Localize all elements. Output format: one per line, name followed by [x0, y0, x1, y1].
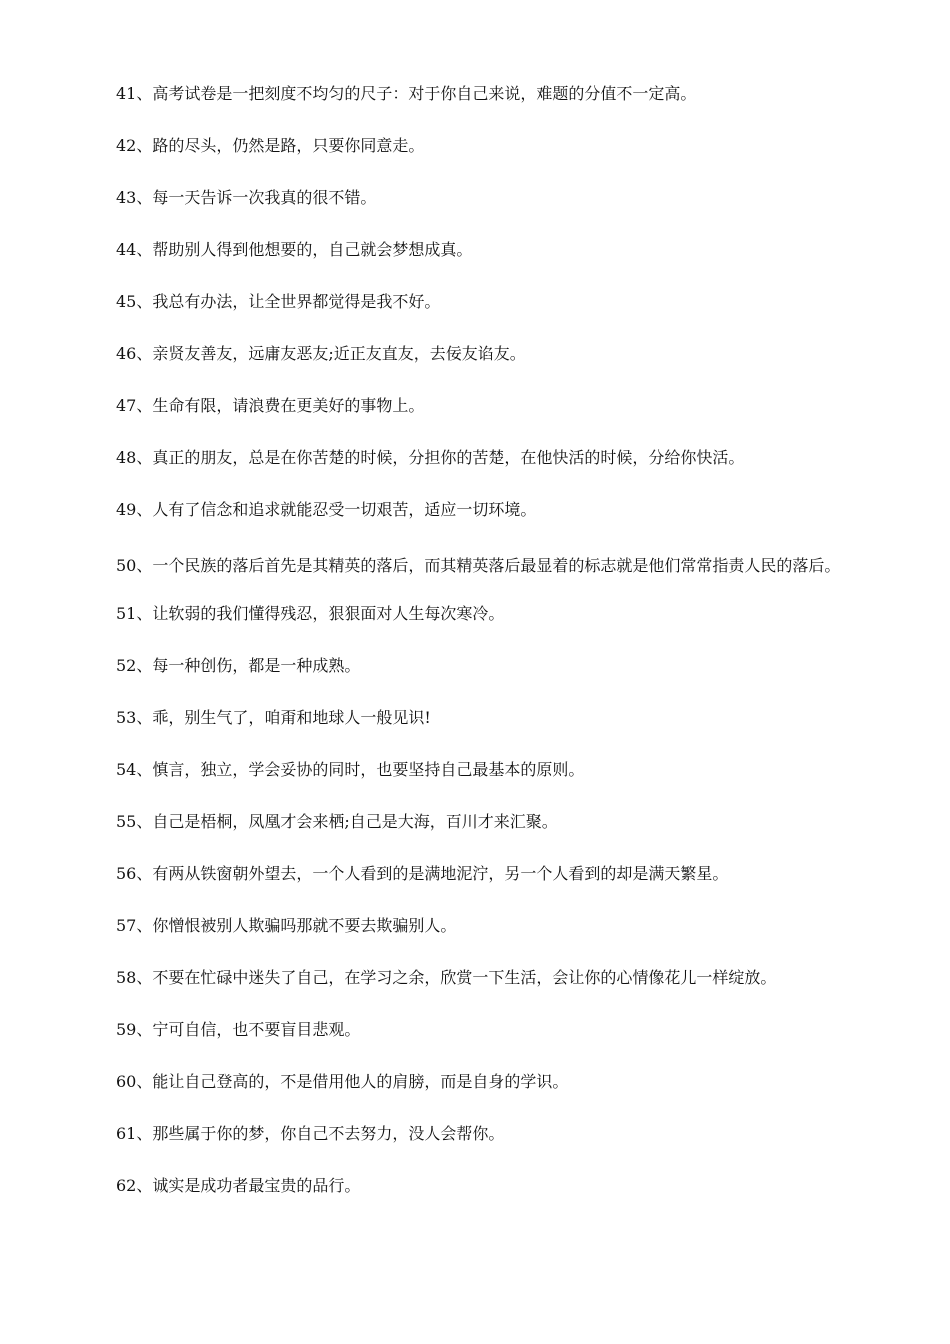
list-item: 43、每一天告诉一次我真的很不错。 — [116, 188, 377, 207]
list-item: 51、让软弱的我们懂得残忍，狠狠面对人生每次寒冷。 — [116, 604, 505, 623]
list-item: 50、一个民族的落后首先是其精英的落后，而其精英落后最显着的标志就是他们常常指责人民的落后。 — [116, 556, 841, 575]
quote-list — [83, 78, 863, 1222]
list-item: 60、能让自己登高的，不是借用他人的肩膀，而是自身的学识。 — [116, 1072, 569, 1091]
list-item: 47、生命有限，请浪费在更美好的事物上。 — [116, 396, 425, 415]
list-item: 52、每一种创伤，都是一种成熟。 — [116, 656, 361, 675]
list-item: 59、宁可自信，也不要盲目悲观。 — [116, 1020, 361, 1039]
list-item: 49、人有了信念和追求就能忍受一切艰苦，适应一切环境。 — [116, 500, 537, 519]
list-item: 48、真正的朋友，总是在你苦楚的时候，分担你的苦楚，在他快活的时候，分给你快活。 — [116, 448, 745, 467]
list-item: 44、帮助别人得到他想要的，自己就会梦想成真。 — [116, 240, 473, 259]
list-item: 61、那些属于你的梦，你自己不去努力，没人会帮你。 — [116, 1124, 505, 1143]
list-item: 42、路的尽头，仍然是路，只要你同意走。 — [116, 136, 425, 155]
list-item: 46、亲贤友善友，远庸友恶友;近正友直友，去佞友谄友。 — [116, 344, 526, 363]
list-item: 55、自己是梧桐，凤凰才会来栖;自己是大海，百川才来汇聚。 — [116, 812, 558, 831]
list-item: 53、乖，别生气了，咱甭和地球人一般见识! — [116, 708, 431, 727]
list-item: 62、诚实是成功者最宝贵的品行。 — [116, 1176, 361, 1195]
list-item: 56、有两从铁窗朝外望去，一个人看到的是满地泥泞，另一个人看到的却是满天繁星。 — [116, 864, 729, 883]
list-item: 41、高考试卷是一把刻度不均匀的尺子：对于你自己来说，难题的分值不一定高。 — [116, 84, 697, 103]
list-item: 57、你憎恨被别人欺骗吗那就不要去欺骗别人。 — [116, 916, 457, 935]
list-item: 54、慎言，独立，学会妥协的同时，也要坚持自己最基本的原则。 — [116, 760, 585, 779]
list-item: 58、不要在忙碌中迷失了自己，在学习之余，欣赏一下生活，会让你的心情像花儿一样绽放。 — [116, 968, 777, 987]
list-item: 45、我总有办法，让全世界都觉得是我不好。 — [116, 292, 441, 311]
